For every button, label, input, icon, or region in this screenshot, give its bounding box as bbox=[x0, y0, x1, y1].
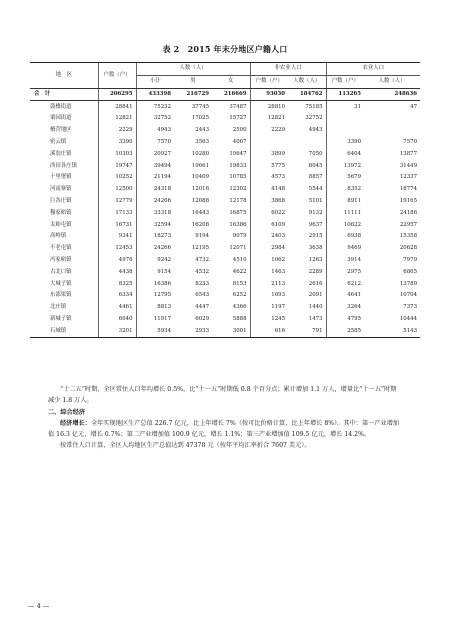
table-cell: 5101 bbox=[308, 197, 323, 204]
table-cell: 16386 bbox=[136, 278, 174, 290]
table-cell: 10785 bbox=[229, 174, 247, 181]
header-nonag: 非农业人口 bbox=[250, 63, 326, 76]
table-cell: 248636 bbox=[364, 88, 420, 101]
table-cell: 15358 bbox=[399, 233, 417, 240]
region-name: 鼓楼街道 bbox=[50, 103, 72, 110]
table-cell: 24318 bbox=[136, 184, 174, 196]
table-cell bbox=[326, 113, 364, 125]
table-cell: 10303 bbox=[98, 149, 136, 161]
table-cell: 1245 bbox=[250, 314, 288, 326]
table-cell: 19833 bbox=[229, 162, 247, 169]
table-cell: 8911 bbox=[326, 196, 364, 208]
table-row bbox=[30, 290, 420, 302]
table-cell: 19747 bbox=[98, 160, 136, 172]
table-cell: 2229 bbox=[98, 125, 136, 137]
table-cell: 75232 bbox=[136, 101, 174, 113]
header-subtotal: 小计 bbox=[136, 75, 174, 88]
table-cell: 6404 bbox=[326, 149, 364, 161]
table-row bbox=[30, 172, 420, 184]
table-row bbox=[30, 314, 420, 326]
paragraph-per-capita: 按常住人口计算，全区人均地区生产总值达到 47378 元（按年平均汇率折合 7607 美元）。 bbox=[60, 442, 311, 449]
region-name: 冯家峪镇 bbox=[50, 256, 72, 263]
region-name: 不老屯镇 bbox=[50, 245, 72, 252]
table-cell: 32594 bbox=[136, 219, 174, 231]
table-cell: 13877 bbox=[399, 150, 417, 157]
table-row bbox=[30, 137, 420, 149]
table-cell: 8153 bbox=[232, 280, 247, 287]
table-cell: 2113 bbox=[250, 278, 288, 290]
paragraph-economy-lead: 经济增长： bbox=[60, 420, 91, 427]
table-cell: 19661 bbox=[191, 162, 209, 169]
table-row bbox=[30, 231, 420, 243]
table-cell: 2403 bbox=[250, 231, 288, 243]
table-cell: 4007 bbox=[232, 138, 247, 145]
region-name: 太师屯镇 bbox=[50, 221, 72, 228]
table-row bbox=[30, 208, 420, 220]
table-cell: 12195 bbox=[191, 245, 209, 252]
table-cell: 6252 bbox=[232, 292, 247, 299]
region-name: 檀营地区 bbox=[50, 127, 72, 134]
table-cell: 16731 bbox=[98, 219, 136, 231]
table-cell: 20927 bbox=[136, 149, 174, 161]
header-nonag-people: 人数（人） bbox=[288, 75, 326, 88]
table-row bbox=[30, 160, 420, 172]
table-cell: 4447 bbox=[195, 304, 209, 311]
header-region: 地 区 bbox=[30, 63, 98, 89]
table-cell: 37745 bbox=[191, 103, 209, 110]
table-cell: 32752 bbox=[305, 115, 323, 122]
table-cell: 8813 bbox=[136, 302, 174, 314]
table-cell: 10409 bbox=[191, 174, 209, 181]
table-cell: 5544 bbox=[308, 186, 323, 193]
table-cell: 10444 bbox=[399, 315, 417, 322]
region-name: 新城子镇 bbox=[50, 315, 72, 322]
population-table bbox=[30, 62, 420, 338]
region-name: 穆家峪镇 bbox=[50, 209, 72, 216]
table-cell: 1062 bbox=[250, 255, 288, 267]
table-cell: 1463 bbox=[250, 267, 288, 279]
table-cell: 28810 bbox=[250, 101, 288, 113]
table-row bbox=[30, 184, 420, 196]
table-cell: 2975 bbox=[326, 267, 364, 279]
table-cell: 9194 bbox=[195, 233, 209, 240]
table-cell: 11111 bbox=[326, 208, 364, 220]
table-cell: 33318 bbox=[136, 208, 174, 220]
region-name: 高岭镇 bbox=[50, 233, 67, 240]
table-cell: 10647 bbox=[229, 150, 247, 157]
table-cell: 4366 bbox=[232, 304, 247, 311]
table-cell: 17133 bbox=[98, 208, 136, 220]
table-cell: 9637 bbox=[308, 221, 323, 228]
table-cell: 3390 bbox=[326, 137, 364, 149]
table-cell: 6865 bbox=[403, 268, 417, 275]
region-name: 密云镇 bbox=[50, 138, 67, 145]
region-name: 河南寨镇 bbox=[50, 186, 72, 193]
table-cell: 39494 bbox=[136, 160, 174, 172]
table-cell: 1473 bbox=[308, 315, 323, 322]
table-cell: 24266 bbox=[136, 243, 174, 255]
region-name: 西田各庄镇 bbox=[50, 162, 77, 169]
region-name: 合 计 bbox=[30, 88, 98, 101]
table-row bbox=[30, 267, 420, 279]
table-cell: 4641 bbox=[326, 290, 364, 302]
region-name: 石城镇 bbox=[30, 326, 98, 338]
table-cell: 4795 bbox=[326, 314, 364, 326]
header-nonag-households: 户数（户） bbox=[250, 75, 288, 88]
region-name: 东邵渠镇 bbox=[50, 292, 72, 299]
table-cell: 2443 bbox=[195, 127, 209, 134]
table-cell: 216669 bbox=[212, 88, 250, 101]
region-name: 大城子镇 bbox=[50, 280, 72, 287]
table-cell: 7979 bbox=[403, 256, 417, 263]
region-name: 北庄镇 bbox=[50, 304, 67, 311]
table-cell: 3001 bbox=[212, 326, 250, 338]
table-total-row bbox=[30, 88, 420, 101]
table-row bbox=[30, 125, 420, 137]
table-cell: 6022 bbox=[250, 208, 288, 220]
table-cell: 616 bbox=[250, 326, 288, 338]
table-cell: 216729 bbox=[174, 88, 212, 101]
table-cell: 10252 bbox=[98, 172, 136, 184]
table-cell: 5143 bbox=[364, 326, 420, 338]
table-cell bbox=[288, 137, 326, 149]
table-row bbox=[30, 196, 420, 208]
header-ag-households: 户数（户） bbox=[326, 75, 364, 88]
table-cell: 10280 bbox=[191, 150, 209, 157]
table-cell: 4532 bbox=[195, 268, 209, 275]
table-cell: 3390 bbox=[98, 137, 136, 149]
table-cell: 206295 bbox=[98, 88, 136, 101]
table-row bbox=[30, 101, 420, 113]
paragraph-economy-text: 全年实现地区生产总值 226.7 亿元，比上年增长 7%（按可比价格计算，比上年增长 8%）。其中：第一产业增加值 16.3 亿元，增长 0.7%；第二产业增加值 100.9 亿元，增长 1.1%；第三产业增加值 109.5 亿元，增长 14.2%。 bbox=[48, 420, 400, 438]
table-cell: 2091 bbox=[308, 292, 323, 299]
table-cell: 16386 bbox=[229, 221, 247, 228]
region-name: 十里堡镇 bbox=[50, 174, 72, 181]
table-cell: 93030 bbox=[250, 88, 288, 101]
header-population: 人数（人） bbox=[136, 63, 250, 76]
header-ag: 农业人口 bbox=[326, 63, 420, 76]
table-cell: 5679 bbox=[326, 172, 364, 184]
table-cell: 2585 bbox=[326, 326, 364, 338]
table-cell: 2984 bbox=[250, 243, 288, 255]
table-cell: 3868 bbox=[250, 196, 288, 208]
table-cell: 37487 bbox=[229, 103, 247, 110]
table-cell: 11917 bbox=[136, 314, 174, 326]
table-cell: 1440 bbox=[308, 304, 323, 311]
table-cell: 1263 bbox=[308, 256, 323, 263]
table-row bbox=[30, 255, 420, 267]
table-cell: 3899 bbox=[250, 149, 288, 161]
table-cell: 4510 bbox=[232, 256, 247, 263]
table-cell: 2500 bbox=[232, 127, 247, 134]
table-cell: 2229 bbox=[250, 125, 288, 137]
table-cell: 4148 bbox=[250, 184, 288, 196]
table-cell: 4976 bbox=[98, 255, 136, 267]
page-number: — 4 — bbox=[28, 602, 50, 610]
table-cell: 6212 bbox=[326, 278, 364, 290]
table-cell: 9469 bbox=[326, 243, 364, 255]
table-cell: 433398 bbox=[136, 88, 174, 101]
table-cell: 18273 bbox=[136, 231, 174, 243]
table-cell: 5888 bbox=[232, 315, 247, 322]
table-cell: 4943 bbox=[136, 125, 174, 137]
header-ag-people: 人数（人） bbox=[364, 75, 420, 88]
table-cell bbox=[250, 137, 288, 149]
table-cell: 12088 bbox=[191, 197, 209, 204]
table-row bbox=[30, 326, 420, 338]
table-cell: 3914 bbox=[326, 255, 364, 267]
table-cell: 4943 bbox=[308, 127, 323, 134]
table-cell bbox=[364, 113, 420, 125]
table-cell: 4438 bbox=[98, 267, 136, 279]
table-cell: 3563 bbox=[195, 138, 209, 145]
header-households: 户数（户） bbox=[98, 63, 136, 89]
table-cell: 12071 bbox=[229, 245, 247, 252]
table-cell: 6029 bbox=[195, 315, 209, 322]
table-cell: 16208 bbox=[191, 221, 209, 228]
table-cell: 9132 bbox=[308, 209, 323, 216]
table-cell: 2616 bbox=[308, 280, 323, 287]
table-cell: 5934 bbox=[136, 326, 174, 338]
table-cell: 2289 bbox=[308, 268, 323, 275]
region-name: 古北口镇 bbox=[50, 268, 72, 275]
table-cell: 6109 bbox=[250, 219, 288, 231]
table-cell: 1197 bbox=[250, 302, 288, 314]
table-cell: 75185 bbox=[305, 103, 323, 110]
table-cell: 16875 bbox=[229, 209, 247, 216]
region-name: 栗园街道 bbox=[50, 115, 72, 122]
table-cell: 12821 bbox=[250, 113, 288, 125]
table-row bbox=[30, 243, 420, 255]
table-cell: 28841 bbox=[98, 101, 136, 113]
table-cell: 9154 bbox=[136, 267, 174, 279]
table-row bbox=[30, 219, 420, 231]
table-cell: 2915 bbox=[308, 233, 323, 240]
table-cell: 21194 bbox=[136, 172, 174, 184]
table-cell: 13780 bbox=[399, 280, 417, 287]
table-row bbox=[30, 113, 420, 125]
table-cell: 12821 bbox=[98, 113, 136, 125]
table-cell: 8325 bbox=[98, 278, 136, 290]
table-cell: 8857 bbox=[308, 174, 323, 181]
table-cell: 6040 bbox=[98, 314, 136, 326]
table-cell: 31449 bbox=[399, 162, 417, 169]
table-cell: 32752 bbox=[136, 113, 174, 125]
body-text bbox=[48, 384, 402, 451]
table-cell: 12779 bbox=[98, 196, 136, 208]
table-cell bbox=[326, 125, 364, 137]
page-title: 表 2 2015 年末分地区户籍人口 bbox=[162, 44, 288, 54]
table-cell: 24266 bbox=[136, 196, 174, 208]
table-cell: 8045 bbox=[308, 162, 323, 169]
table-cell: 6938 bbox=[326, 231, 364, 243]
table-cell: 10704 bbox=[399, 292, 417, 299]
table-cell: 12016 bbox=[191, 186, 209, 193]
table-cell: 3638 bbox=[308, 245, 323, 252]
table-cell: 12337 bbox=[399, 174, 417, 181]
table-cell: 6334 bbox=[98, 290, 136, 302]
region-name: 溪翁庄镇 bbox=[50, 150, 72, 157]
table-cell: 17025 bbox=[191, 115, 209, 122]
table-cell: 15727 bbox=[229, 115, 247, 122]
table-cell: 9341 bbox=[98, 231, 136, 243]
table-cell bbox=[364, 125, 420, 137]
table-cell: 184762 bbox=[288, 88, 326, 101]
table-cell: 8352 bbox=[326, 184, 364, 196]
table-row bbox=[30, 149, 420, 161]
table-cell: 31 bbox=[326, 101, 364, 113]
header-female: 女 bbox=[212, 75, 250, 88]
section-heading: 二、综合经济 bbox=[48, 409, 86, 416]
table-cell: 16443 bbox=[191, 209, 209, 216]
table-cell: 19165 bbox=[399, 197, 417, 204]
table-cell: 7050 bbox=[308, 150, 323, 157]
table-cell: 10622 bbox=[326, 219, 364, 231]
table-row bbox=[30, 302, 420, 314]
table-cell: 20628 bbox=[399, 245, 417, 252]
table-cell: 22957 bbox=[399, 221, 417, 228]
table-cell: 7570 bbox=[403, 138, 417, 145]
table-cell: 4732 bbox=[195, 256, 209, 263]
table-cell: 12795 bbox=[136, 290, 174, 302]
table-cell: 3264 bbox=[326, 302, 364, 314]
table-row bbox=[30, 278, 420, 290]
paragraph-economy bbox=[48, 418, 402, 440]
table-cell: 12500 bbox=[98, 184, 136, 196]
region-name: 巨各庄镇 bbox=[50, 197, 72, 204]
table-cell: 24186 bbox=[399, 209, 417, 216]
table-cell: 4573 bbox=[250, 172, 288, 184]
table-cell: 8233 bbox=[195, 280, 209, 287]
table-cell: 113265 bbox=[326, 88, 364, 101]
table-cell: 3201 bbox=[98, 326, 136, 338]
table-cell: 7570 bbox=[136, 137, 174, 149]
table-cell: 13972 bbox=[326, 160, 364, 172]
table-cell: 12453 bbox=[98, 243, 136, 255]
table-cell: 6543 bbox=[195, 292, 209, 299]
table-cell: 47 bbox=[410, 103, 417, 110]
table-cell: 4622 bbox=[232, 268, 247, 275]
table-cell: 7373 bbox=[403, 304, 417, 311]
table-cell: 2933 bbox=[174, 326, 212, 338]
table-cell: 9242 bbox=[136, 255, 174, 267]
table-cell: 5775 bbox=[250, 160, 288, 172]
header-male: 男 bbox=[174, 75, 212, 88]
table-cell: 791 bbox=[288, 326, 326, 338]
table-cell: 9079 bbox=[232, 233, 247, 240]
table-cell: 1693 bbox=[250, 290, 288, 302]
table-cell: 18774 bbox=[399, 186, 417, 193]
table-cell: 12178 bbox=[229, 197, 247, 204]
table-cell: 4461 bbox=[98, 302, 136, 314]
table-cell: 12302 bbox=[229, 186, 247, 193]
paragraph-population: “十二五”时期，全区常住人口年均增长 0.5%，比“十一五”时期低 0.8 个百分点；累计增加 1.1 万人，增量比“十一五”时期减少 1.8 万人。 bbox=[48, 386, 397, 404]
